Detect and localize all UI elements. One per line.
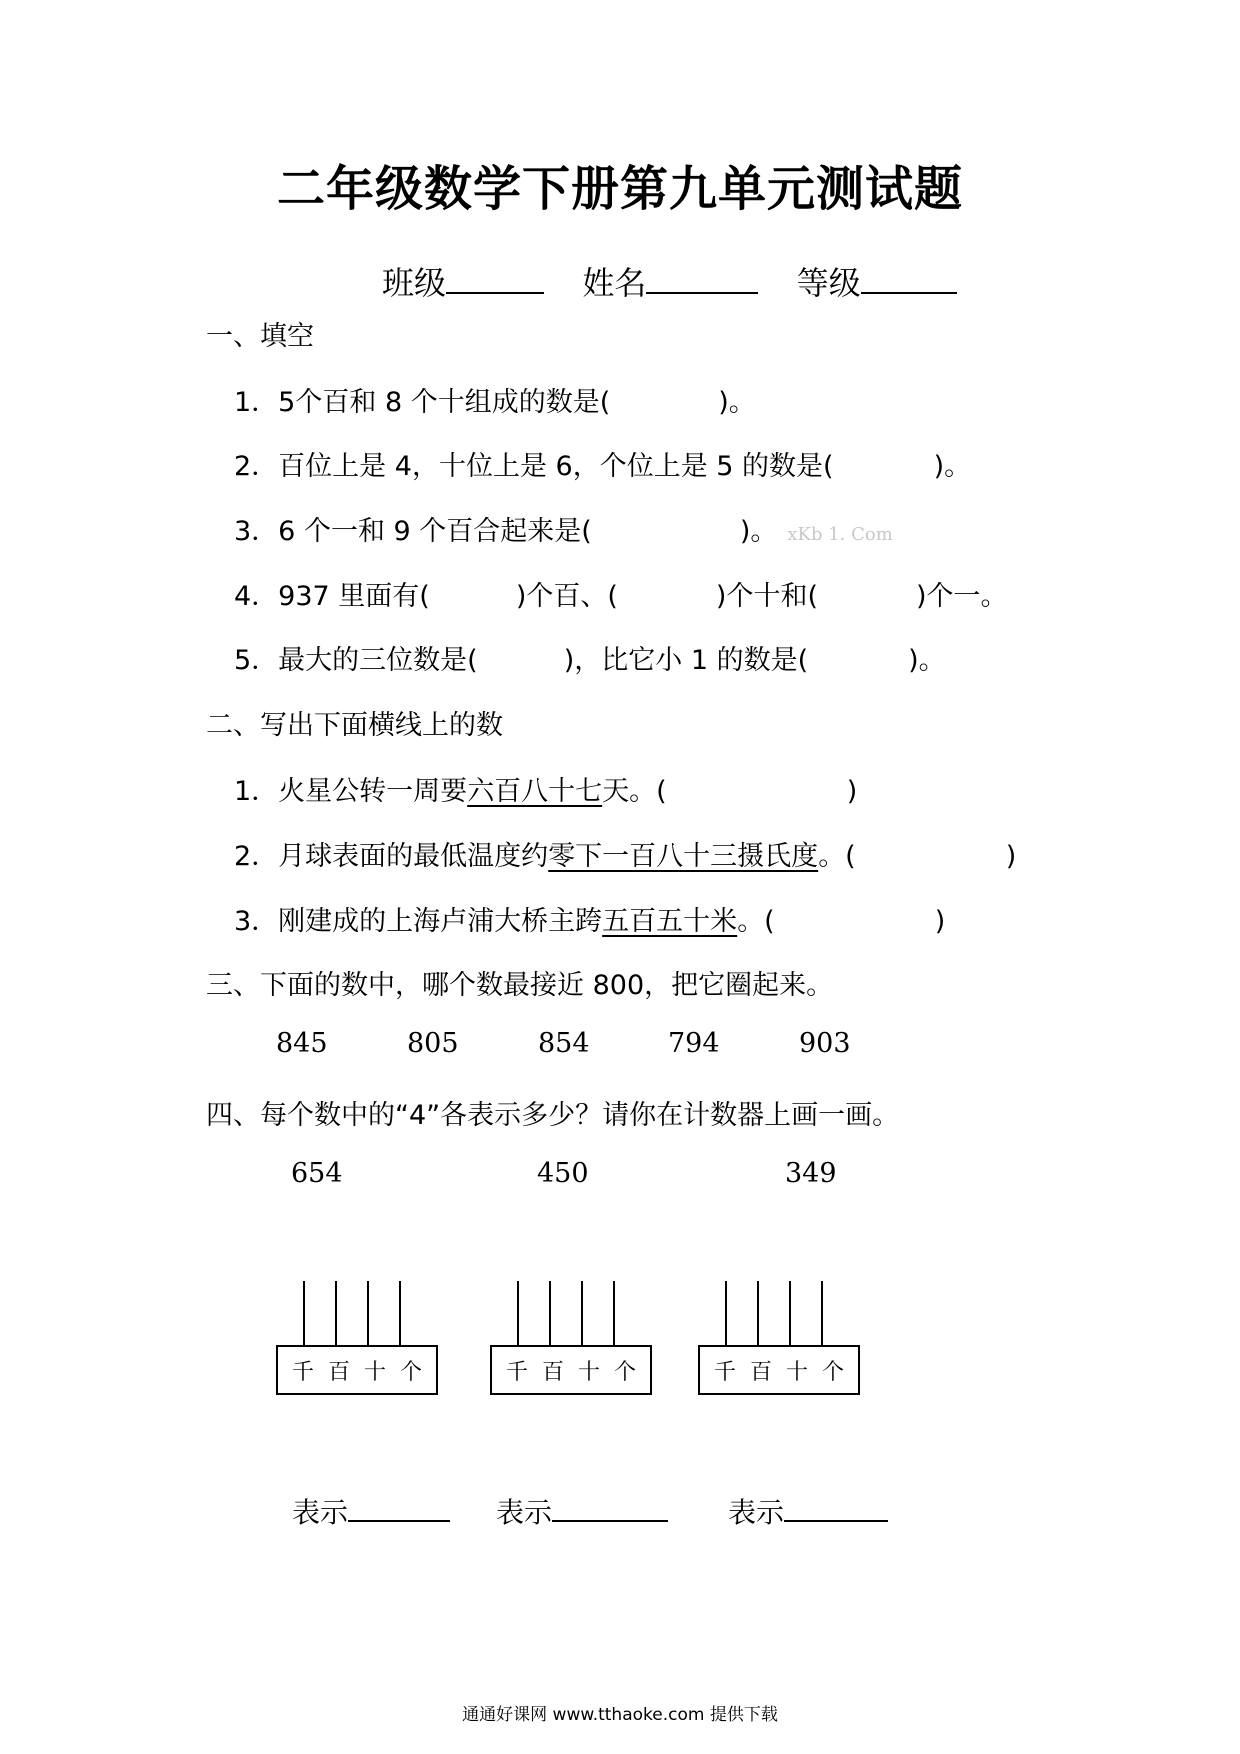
grade-blank[interactable] (861, 262, 957, 294)
place-label: 十 (363, 1359, 386, 1385)
place-label: 个 (613, 1359, 636, 1385)
place-label: 个 (821, 1359, 844, 1385)
question-2-3 (234, 899, 945, 938)
underlined-number-words: 六百八十七 (467, 776, 603, 807)
meaning-blank[interactable] (552, 1490, 668, 1522)
question-text: 。( (737, 906, 775, 937)
section4-heading: 四、每个数中的“4”各表示多少？请你在计数器上画一画。 (206, 1100, 900, 1131)
abacus-rod-ones[interactable] (613, 1281, 615, 1345)
question-text: )个十和( (715, 581, 818, 612)
target-number: 450 (537, 1158, 589, 1189)
meaning-row (728, 1490, 888, 1531)
page-title: 二年级数学下册第九单元测试题 (276, 161, 963, 217)
place-label: 百 (541, 1359, 564, 1385)
abacus-rod-ones[interactable] (821, 1281, 823, 1345)
candidate-number[interactable]: 805 (407, 1028, 459, 1059)
underlined-number-words: 零下一百八十三摄氏度 (548, 841, 819, 872)
question-1-3 (234, 509, 893, 548)
question-end: ) (934, 906, 946, 937)
meaning-label: 表示 (292, 1496, 349, 1529)
question-text: 天。( (602, 776, 667, 807)
question-1-1 (234, 380, 756, 419)
place-label: 十 (785, 1359, 808, 1385)
question-end: )。 (718, 387, 756, 418)
question-end: )。 (908, 645, 946, 676)
question-text: 3．刚建成的上海卢浦大桥主跨 (234, 906, 603, 937)
meaning-blank[interactable] (348, 1490, 450, 1522)
abacus-counter[interactable] (490, 1281, 652, 1411)
abacus-counter[interactable] (276, 1281, 438, 1411)
question-end: ) (846, 776, 858, 807)
meaning-row (292, 1490, 450, 1531)
question-text: 。( (818, 841, 856, 872)
question-text: 4．937 里面有( (234, 581, 430, 612)
candidate-number[interactable]: 903 (799, 1028, 851, 1059)
student-info-row (382, 258, 957, 304)
question-1-4 (234, 574, 1008, 613)
meaning-row (496, 1490, 668, 1531)
place-label: 千 (713, 1359, 736, 1385)
abacus-counter[interactable] (698, 1281, 860, 1411)
grade-label: 等级 (796, 264, 861, 302)
place-label: 百 (327, 1359, 350, 1385)
meaning-label: 表示 (496, 1496, 553, 1529)
question-text: 1．火星公转一周要 (234, 776, 468, 807)
question-end: )。 (739, 516, 778, 547)
abacus-rod-tens[interactable] (789, 1281, 791, 1345)
abacus-rod-thousands[interactable] (303, 1281, 305, 1345)
meaning-label: 表示 (728, 1496, 785, 1529)
class-label: 班级 (382, 264, 447, 302)
question-2-1 (234, 769, 857, 808)
question-end: ) (1005, 841, 1017, 872)
abacus-rod-thousands[interactable] (517, 1281, 519, 1345)
abacus-rod-hundreds[interactable] (549, 1281, 551, 1345)
abacus-rod-tens[interactable] (581, 1281, 583, 1345)
abacus-rod-ones[interactable] (399, 1281, 401, 1345)
section2-heading: 二、写出下面横线上的数 (206, 710, 503, 741)
question-end: )个一。 (916, 581, 1008, 612)
name-label: 姓名 (582, 264, 647, 302)
section1-heading: 一、填空 (206, 321, 314, 352)
name-blank[interactable] (646, 262, 758, 294)
target-number: 654 (291, 1158, 343, 1189)
place-label: 千 (291, 1359, 314, 1385)
place-label: 千 (505, 1359, 528, 1385)
footer-text: 通通好课网 www.tthaoke.com 提供下载 (462, 1705, 778, 1725)
abacus-base (490, 1345, 652, 1395)
meaning-blank[interactable] (784, 1490, 888, 1522)
target-number: 349 (785, 1158, 837, 1189)
watermark-text: xKb 1. Com (787, 524, 893, 545)
abacus-base (698, 1345, 860, 1395)
question-end: )。 (933, 451, 972, 482)
question-text: 2．月球表面的最低温度约 (234, 841, 549, 872)
abacus-rod-tens[interactable] (367, 1281, 369, 1345)
place-label: 百 (749, 1359, 772, 1385)
question-text: 5．最大的三位数是( (234, 645, 478, 676)
candidate-number[interactable]: 845 (276, 1028, 328, 1059)
question-2-2 (234, 834, 1016, 873)
underlined-number-words: 五百五十米 (602, 906, 738, 937)
section3-heading: 三、下面的数中，哪个数最接近 800，把它圈起来。 (206, 970, 834, 1001)
class-blank[interactable] (446, 262, 544, 294)
place-label: 十 (577, 1359, 600, 1385)
abacus-rod-hundreds[interactable] (335, 1281, 337, 1345)
candidate-number[interactable]: 794 (668, 1028, 720, 1059)
place-label: 个 (399, 1359, 422, 1385)
question-text: )个百、( (515, 581, 618, 612)
question-1-5 (234, 638, 946, 677)
question-text: 2．百位上是 4，十位上是 6，个位上是 5 的数是( (234, 451, 834, 482)
question-1-2 (234, 444, 971, 483)
abacus-rod-hundreds[interactable] (757, 1281, 759, 1345)
abacus-rod-thousands[interactable] (725, 1281, 727, 1345)
question-text: 1．5个百和 8 个十组成的数是( (234, 387, 611, 418)
abacus-base (276, 1345, 438, 1395)
candidate-number[interactable]: 854 (538, 1028, 590, 1059)
question-text: )，比它小 1 的数是( (563, 645, 809, 676)
question-text: 3．6 个一和 9 个百合起来是( (234, 516, 592, 547)
